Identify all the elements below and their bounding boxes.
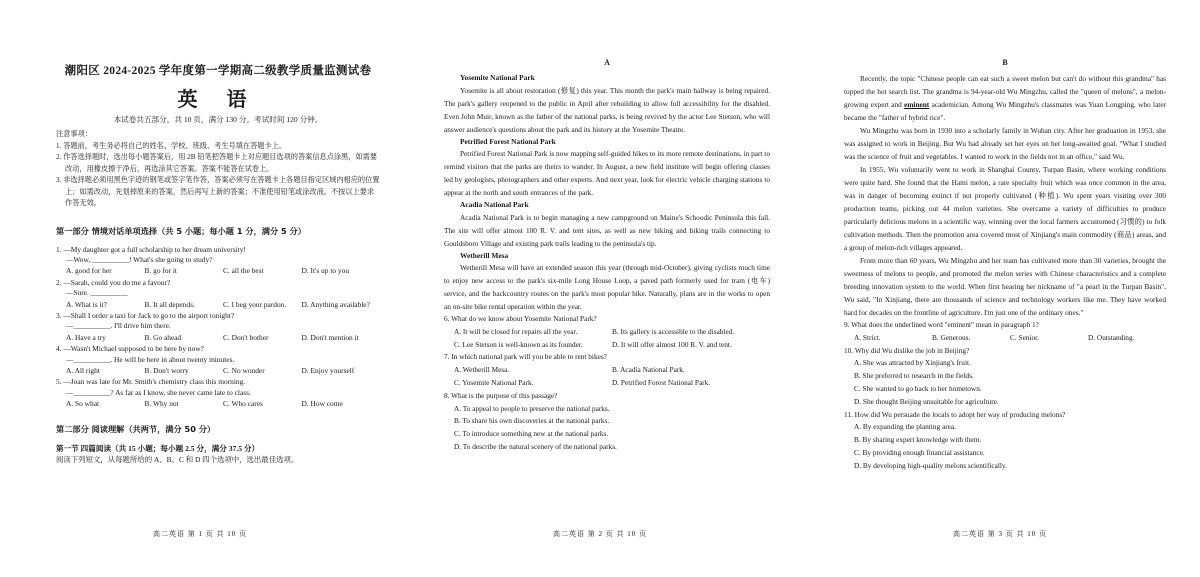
option[interactable]: A. Strict.: [854, 332, 881, 342]
option[interactable]: B. It all depends.: [144, 299, 195, 309]
section1-instructions: 阅读下列短文，从每题所给的 A、B、C 和 D 四个选项中，选出最佳选项。: [56, 454, 299, 464]
option[interactable]: B. Don't worry: [144, 365, 189, 375]
option[interactable]: A. Wetherill Mesa.: [454, 365, 510, 375]
question-line: —Sure. __________: [66, 288, 128, 298]
question-stem: 2. —Sarah, could you do me a favour?: [56, 277, 171, 287]
option[interactable]: D. Outstanding.: [1088, 332, 1135, 342]
note-item: 3. 非选择题必须用黑色字迹的钢笔或签字笔作答，答案必须写在答题卡上各题目指定区域内相应的位置上；如需改动，先划掉原来的答案，然后再写上新的答案；不准使用铅笔或涂改液。不按以上要求作答无效。: [56, 176, 380, 207]
option[interactable]: A. good for her: [66, 266, 112, 276]
question-6: [444, 313, 770, 351]
option[interactable]: C. Lee Stetson is well-known as its founder.: [454, 339, 583, 349]
option[interactable]: B. To share his own discoveries at the national parks.: [454, 416, 610, 426]
question-options: [66, 366, 380, 376]
question-line: —__________. I'll drive him there.: [66, 321, 171, 331]
park-heading: Petrified Forest National Park: [460, 136, 556, 146]
page-footer: 高二英语 第 3 页 共 10 页: [953, 530, 1047, 538]
question-5: [56, 377, 380, 409]
option[interactable]: C. Who cares: [223, 399, 263, 409]
park-paragraph: Yosemite is all about restoration (修复) this year. This month the park's main hallway is being repaired. The park's gallery reopened to the public in April after rebuilding to allow full accessibility for the disabled. Even John Muir, known as the father of the national parks, is being revived by the actor Lee Stetson, who will answer audience's questions about the park and its history at the Yosemite Theatre.: [444, 85, 770, 134]
option[interactable]: D. She thought Beijing unsuitable for agriculture.: [854, 396, 999, 406]
option[interactable]: C. No wonder: [223, 365, 265, 375]
question-options: [444, 364, 770, 390]
option[interactable]: C. Yosemite National Park.: [454, 377, 534, 387]
passage-paragraph: In 1955, Wu voluntarily went to work in Shanghai County, Turpan Basin, where working conditions were quite hard. She found that the Hami melon, a rare specialty fruit which was once common in the area, was in danger of becoming extinct if not properly cultivated (种植). Wu spent years visiting over 300 production teams, picking out 44 melon varieties. She overcame a variety of difficulties to produce particularly delicious melons in a scientific way, winning over the local farmers accustomed (习惯的) to folk cultivation methods. Then the promotion area covered most of Xinjiang's main commodity (商品) areas, and a group of melon-rich villages appeared.: [844, 165, 1166, 252]
question-1: [56, 245, 380, 277]
passage-paragraph: Wu Mingzhu was born in 1930 into a scholarly family in Wuhan city. After her graduation in 1953, she was assigned to work in Beijing. But Wu had already set her eyes on her long-awaited goal. "What I studied was the science of fruit and vegetables. I wanted to work in the fields not in an office," said Wu.: [844, 126, 1166, 161]
option[interactable]: A. Have a try: [66, 332, 106, 342]
option[interactable]: A. What is it?: [66, 299, 107, 309]
park-paragraph: Wetherill Mesa will have an extended season this year (through mid-October), giving cyclists much time to enjoy new access to the park's six-mile Long House Loop, a paved path formerly used for tram (电车) service, and the backcountry routes on the park's most popular hike. Naturally, plans are in the works to open an on-site bike rental operation within the year.: [444, 263, 770, 311]
question-options: [66, 399, 380, 409]
question-9: [844, 319, 1166, 345]
option[interactable]: B. She preferred to research in the fields.: [854, 371, 974, 381]
note-item: 1. 答题前，考生务必将自己的姓名、学校、班级、考生号填在答题卡上。: [56, 141, 287, 150]
question-stem: 4. —Wasn't Michael supposed to be here by now?: [56, 344, 204, 354]
question-options: [844, 332, 1166, 345]
part1-title: 第一部分 情境对话单项选择（共 5 小题；每小题 1 分，满分 5 分）: [56, 225, 306, 236]
question-stem: 6. What do we know about Yosemite National Park?: [444, 314, 597, 323]
question-stem: 9. What does the underlined word "eminent" mean in paragraph 1?: [844, 320, 1039, 329]
option[interactable]: D. To describe the natural scenery of the national parks.: [454, 441, 617, 451]
option[interactable]: C. Don't bother: [223, 332, 269, 342]
option[interactable]: B. Acadia National Park.: [612, 365, 685, 375]
option[interactable]: B. Generous.: [932, 332, 971, 342]
question-options: [66, 333, 380, 343]
option[interactable]: D. Anything available?: [301, 299, 370, 309]
passage-paragraph: [844, 72, 1166, 124]
option[interactable]: C. She wanted to go back to her hometown.: [854, 383, 982, 393]
question-8: [444, 390, 770, 454]
option[interactable]: B. Its gallery is accessible to the disabled.: [612, 326, 735, 336]
option[interactable]: C. Senior.: [1010, 332, 1039, 342]
option[interactable]: C. To introduce something new at the national parks.: [454, 429, 609, 439]
page-2: [400, 0, 800, 577]
option[interactable]: D. It will offer almost 100 R. V. and tent.: [612, 339, 732, 349]
subject-title: 英 语: [177, 89, 259, 111]
question-11: [844, 409, 1166, 473]
option[interactable]: D. Petrified Forest National Park.: [612, 377, 711, 387]
option[interactable]: C. By providing enough financial assistance.: [854, 447, 985, 457]
option[interactable]: D. It's up to you: [301, 266, 350, 276]
notes: [56, 129, 380, 210]
option[interactable]: B. By sharing expert knowledge with them.: [854, 435, 982, 445]
question-options: [444, 326, 770, 352]
option[interactable]: A. So what: [66, 399, 100, 409]
question-line: —__________? As far as I know, she never came late to class.: [66, 387, 251, 397]
park-heading: Wetherill Mesa: [460, 250, 509, 260]
question-options: [66, 266, 380, 276]
option[interactable]: B. go for it: [144, 266, 177, 276]
option[interactable]: A. By expanding the planting area.: [854, 422, 956, 432]
park-heading: Acadia National Park: [460, 200, 529, 209]
option[interactable]: D. By developing high-quality melons scientifically.: [854, 460, 1007, 470]
exam-title: 潮阳区 2024-2025 学年度第一学期高二级教学质量监测试卷: [64, 65, 372, 77]
option[interactable]: C. all the best: [223, 266, 264, 276]
option[interactable]: A. She was attracted by Xinjiang's fruit.: [854, 358, 971, 368]
question-stem: 8. What is the purpose of this passage?: [444, 390, 558, 400]
question-3: [56, 311, 380, 343]
question-stem: 5. —Joan was late for Mr. Smith's chemistry class this morning.: [56, 377, 246, 387]
question-stem: 10. Why did Wu dislike the job in Beijing?: [844, 345, 970, 355]
park-paragraph: Acadia National Park is to begin managing a new campground on Maine's Schoodic Peninsula this fall. The site will offer almost 100 R. V. and tent sites, as well as new hiking and biking trails connecting to Gouldsboro Village and existing park trails leading to the peninsula's tip.: [444, 212, 770, 248]
text-run: academician. Among Wu Mingzhu's classmates was Yuan Longping, who later became the "father of hybrid rice".: [844, 100, 1167, 122]
page-1: [0, 0, 400, 577]
page-3: [800, 0, 1200, 577]
option[interactable]: D. Don't mention it: [301, 332, 359, 342]
page-footer: 高二英语 第 1 页 共 10 页: [153, 530, 247, 538]
question-stem: 7. In which national park will you be able to rent bikes?: [444, 352, 607, 362]
question-options: [66, 300, 380, 310]
question-7: [444, 351, 770, 389]
part2-title: 第二部分 阅读理解（共两节，满分 50 分）: [56, 423, 216, 434]
underlined-word: eminent: [904, 100, 930, 109]
question-10: [844, 345, 1166, 409]
section1-title: 第一节 四篇阅读（共 15 小题；每小题 2.5 分，满分 37.5 分）: [56, 443, 260, 453]
question-4: [56, 344, 380, 376]
question-stem: 11. How did Wu persuade the locals to adopt her way of producing melons?: [844, 409, 1066, 419]
option[interactable]: A. To appeal to people to preserve the national parks.: [454, 403, 610, 413]
text-run: Recently, the topic "Chinese people can eat such a sweet melon but can't do without this grandma" has topped the hot search list. The grandma is 94-year-old Wu Mingzhu, called the "queen of melons", a melon-growing expert and: [844, 74, 1166, 109]
question-stem: 1. —My daughter got a full scholarship to her dream university!: [56, 244, 246, 254]
notes-title: 注意事项：: [56, 130, 92, 138]
option[interactable]: B. Why not: [144, 399, 179, 409]
option[interactable]: B. Go ahead: [144, 332, 182, 342]
passage-paragraph: From more than 60 years, Wu Mingzhu and her team has cultivated more than 30 varieties, brought the sweetness of melons to people, and promoted the melon series with Chinese characteristics and a complete breeding innovation system to the world. When first hearing her nickname of "a pearl in the Turpan Basin", Wu said, "In Xinjiang, there are thousands of science and technology workers like me. They have worked hard for decades on the frontline of agriculture. I'm just one of the ordinary ones.": [844, 256, 1166, 317]
option[interactable]: D. Enjoy yourself: [301, 365, 355, 375]
option[interactable]: C. I beg your pardon.: [223, 299, 287, 309]
park-paragraph: Petrified Forest National Park is now mapping self-guided hikes to its more remote destinations, in part to remind visitors that the parks are theirs to wander. In August, a new field institute will begin offering classes led by geologists, photographers and other experts. And next year, look for electric vehicle charging stations to appear at the north and south entrances of the park.: [444, 149, 770, 197]
exam-info: 本试卷共五部分，共 10 页，满分 130 分。考试时间 120 分钟。: [113, 115, 323, 124]
option[interactable]: D. How come: [301, 399, 343, 409]
question-line: —Wow, __________! What's she going to study?: [66, 254, 213, 264]
park-heading: Yosemite National Park: [460, 73, 535, 82]
question-stem: 3. —Shall I order a taxi for Jack to go to the airport tonight?: [56, 310, 235, 320]
question-line: —__________. He will be here in about twenty minutes.: [66, 354, 235, 364]
passage-label: A: [604, 58, 610, 67]
page-footer: 高二英语 第 2 页 共 10 页: [553, 530, 647, 538]
question-2: [56, 278, 380, 310]
option[interactable]: A. It will be closed for repairs all the year.: [454, 326, 578, 336]
note-item: 2. 作答选择题时，选出每小题答案后，用 2B 铅笔把答题卡上对应题目选项的答案信息点涂黑，如需要改动，用橡皮擦干净后，再选涂其它答案。答案不能答在试卷上。: [56, 153, 378, 173]
passage-label: B: [1002, 58, 1008, 67]
option[interactable]: A. All right: [66, 365, 100, 375]
